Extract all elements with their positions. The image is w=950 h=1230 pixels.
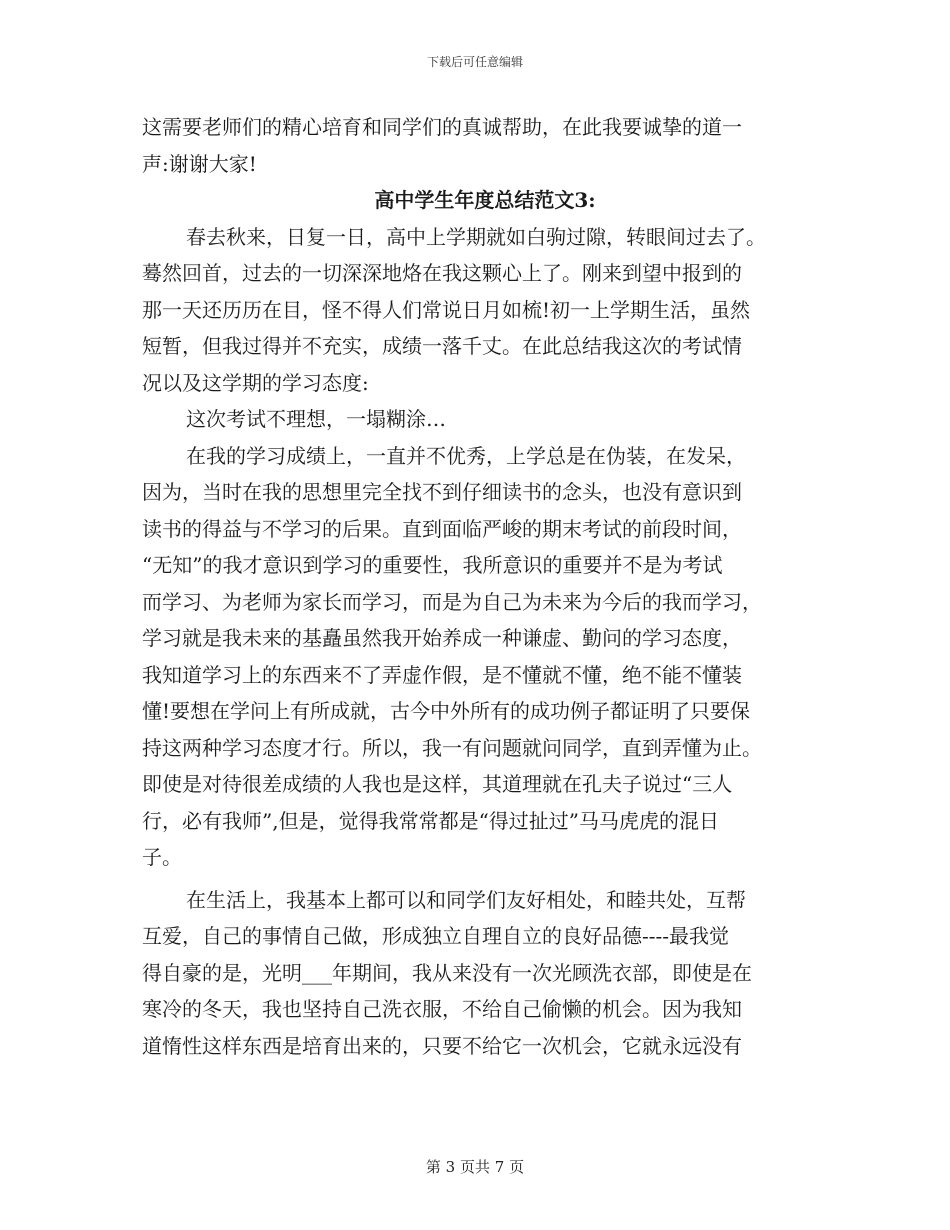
- text-line: 声:谢谢大家!: [142, 151, 257, 176]
- text-line: 得自豪的是，光明___年期间，我从来没有一次光顾洗衣部，即使是在: [142, 960, 752, 985]
- text-line: 因为，当时在我的思想里完全找不到仔细读书的念头，也没有意识到: [142, 480, 742, 504]
- text-line: 互爱，自己的事情自己做，形成独立自理自立的良好品德----最我觉: [142, 924, 730, 948]
- paragraph-start: 春去秋来，日复一日，高中上学期就如白驹过隙，转眼间过去了。: [186, 224, 766, 249]
- paragraph-start: 这次考试不理想，一塌糊涂…: [186, 407, 446, 431]
- text-line: 学习就是我未来的基矗虽然我开始养成一种谦虚、勤问的学习态度，: [142, 626, 742, 650]
- text-line: 持这两种学习态度才行。所以，我一有问题就问同学，直到弄懂为止。: [142, 735, 762, 760]
- document-body: [142, 112, 804, 1067]
- page-number: 第 3 页共 7 页: [425, 1158, 525, 1176]
- text-line: “无知”的我才意识到学习的重要性，我所意识的重要并不是为考试: [142, 553, 723, 577]
- text-line: 蓦然回首，过去的一切深深地烙在我这颗心上了。刚来到望中报到的: [142, 261, 742, 285]
- text-line: 懂!要想在学问上有所成就，古今中外所有的成功例子都证明了只要保: [142, 699, 751, 723]
- paragraph-start: 在我的学习成绩上，一直并不优秀，上学总是在伪装，在发呆，: [186, 443, 746, 468]
- text-line: 而学习、为老师为家长而学习，而是为自己为未来为今后的我而学习，: [142, 589, 762, 614]
- text-line: 况以及这学期的学习态度:: [142, 370, 369, 395]
- text-line: 读书的得益与不学习的后果。直到面临严峻的期末考试的前段时间，: [142, 516, 742, 541]
- text-line: 我知道学习上的东西来不了弄虚作假，是不懂就不懂，绝不能不懂装: [142, 662, 742, 687]
- text-line: 那一天还历历在目，怪不得人们常说日月如梳!初一上学期生活，虽然: [142, 297, 751, 322]
- text-line: 即使是对待很差成绩的人我也是这样，其道理就在孔夫子说过“三人: [142, 772, 733, 796]
- text-line: 寒冷的冬天，我也坚持自己洗衣服，不给自己偷懒的机会。因为我知: [142, 997, 742, 1021]
- text-line: 短暂，但我过得并不充实，成绩一落千丈。在此总结我这次的考试情: [142, 334, 742, 358]
- text-line: 行，必有我师”,但是，觉得我常常都是“得过扯过”马马虎虎的混日: [142, 808, 720, 833]
- text-line: 道惰性这样东西是培育出来的，只要不给它一次机会，它就永远没有: [142, 1033, 742, 1058]
- text-line: 这需要老师们的精心培育和同学们的真诚帮助，在此我要诚挚的道一: [142, 115, 742, 139]
- section-title: 高中学生年度总结范文3:: [374, 188, 596, 212]
- paragraph-start: 在生活上，我基本上都可以和同学们友好相处，和睦共处，互帮: [186, 887, 746, 912]
- text-line: 子。: [142, 845, 182, 869]
- page-header: 下载后可任意编辑: [426, 55, 523, 69]
